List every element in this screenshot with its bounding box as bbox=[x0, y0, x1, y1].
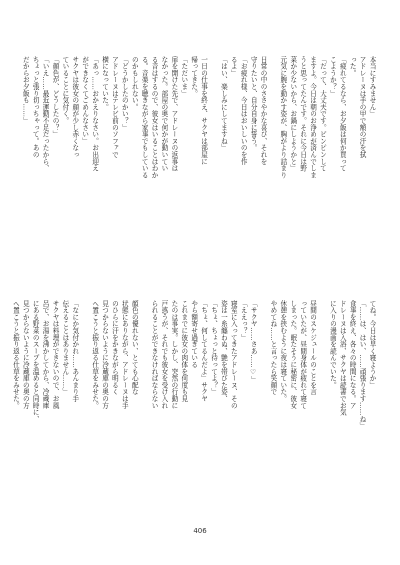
text-line: サクヤは料理ができないので、お風 bbox=[51, 300, 59, 409]
text-line: 帰ってきた。 bbox=[189, 56, 198, 97]
text-line: 「あっ……おかえりなさい。お出迎え bbox=[90, 56, 99, 172]
text-line: 見つからないように冷蔵庫の奥の方 bbox=[100, 300, 109, 409]
text-line: 「……は、はい、……頑張ります……ね」 bbox=[358, 300, 367, 430]
text-line: 食事を終え、各々の時間になる。ア bbox=[348, 300, 357, 409]
text-line: 見つからないように冷蔵庫の奥の方 bbox=[21, 300, 30, 409]
text-line: 顔色の優れない、とても心配な bbox=[130, 300, 139, 396]
text-line: 「はい、楽しみにしてますね」 bbox=[219, 56, 228, 152]
text-line: 戸惑うが、それでも彼女を受け入れ bbox=[159, 300, 168, 409]
text-line bbox=[257, 300, 267, 495]
text-line: 扉を開けた先で、アドレーヌの返事は bbox=[169, 56, 178, 172]
text-line bbox=[267, 56, 277, 224]
text-line bbox=[0, 300, 9, 495]
text-line: 昼間のスケジュールのことを言 bbox=[308, 300, 317, 396]
text-line: これまでに彼女の肉体を何度も見 bbox=[179, 300, 188, 402]
text-line: 「ええっ？」 bbox=[239, 300, 248, 341]
text-line bbox=[208, 56, 218, 224]
text-line: アドレーヌは手の甲で額の汗を拭 bbox=[358, 56, 367, 158]
text-line: ちょっと張り切っちゃって。あの bbox=[31, 56, 40, 158]
text-line: へ置こうと振り返る仕草をみせた。 bbox=[90, 300, 99, 409]
text-line: へ置こうと振り返る仕草をみせた。 bbox=[11, 300, 20, 409]
text-line: 「どうかしたのかい？」 bbox=[120, 56, 129, 131]
text-line: 「サクヤ……さあ……♡」 bbox=[249, 300, 258, 383]
text-line: る。音楽を聴きながら家事でもしている bbox=[140, 56, 149, 179]
text-line: だからお夕飯も……」 bbox=[21, 56, 30, 124]
text-line: のひらに汗をかきながら明るく bbox=[110, 300, 119, 396]
text-line bbox=[138, 300, 148, 495]
text-line: なかった。部屋の奥で何かが動いてい bbox=[159, 56, 168, 172]
text-line bbox=[79, 300, 89, 495]
text-line: 姿は一糸纏わぬ、艶を帯びた姿、 bbox=[219, 300, 228, 402]
text-line: 「疲れてるなら、お夕飯は何か買って bbox=[338, 56, 347, 172]
text-line: 菜か少ないから、お鍋にしようかと」 bbox=[288, 56, 297, 172]
text-line: ドレーヌは入浴、サクヤは読書でお気 bbox=[338, 300, 347, 416]
text-line: 呂で、お湯を沸かしてから、冷蔵庫 bbox=[41, 300, 50, 409]
text-line: ますよ。今日は朝のお浄めが済んでしま bbox=[308, 56, 317, 179]
text-line: 一日の仕事を終え、サクヤは部屋に bbox=[199, 56, 208, 165]
text-line: られることができなければならない bbox=[150, 300, 159, 409]
text-line: てね。今日は早く寝ようか」 bbox=[368, 300, 376, 389]
text-line: 「ただいま」 bbox=[179, 56, 188, 97]
text-line: ていることに気付く。 bbox=[60, 56, 69, 124]
text-line: 横になっていた。 bbox=[100, 56, 109, 111]
text-line: たのは事実。しかし、突然の行動に bbox=[169, 300, 178, 409]
text-line: 休憩を挟むように夜は寝ていた。 bbox=[278, 300, 287, 402]
text-line: った。 bbox=[348, 56, 357, 77]
text-line: しまった。眠たそうに秘密に、彼女 bbox=[288, 300, 297, 409]
text-line: 「お疲れ様、今日はおいしいのを作 bbox=[239, 56, 248, 165]
text-line: 「なにか気付かれ……あんまり手 bbox=[70, 300, 79, 402]
text-line: 守りたいと、自分自身に誓う。 bbox=[249, 56, 258, 152]
text-line: やら額寄せ過ぎている bbox=[189, 300, 198, 368]
text-line: 寝室に入ってきたアドレーヌ、その bbox=[229, 300, 238, 409]
text-line: 「ちょ、ちょっと待ってよ？」 bbox=[209, 300, 218, 396]
text-line: 「いえ……最近運動不足だったから、 bbox=[41, 56, 50, 172]
text-column-block-top bbox=[21, 56, 376, 224]
text-line: るよ」 bbox=[229, 56, 238, 77]
text-line: 日常の中のささやかな喜び、それを bbox=[259, 56, 268, 165]
text-line: に入りの漫画を読んでいた。 bbox=[328, 300, 337, 389]
text-line: っていたが、昼間身体が疲れて寝て bbox=[298, 300, 307, 409]
text-line: やめてね……と言ったら笑顔で bbox=[268, 300, 277, 396]
text-line: こようか？」 bbox=[328, 56, 337, 97]
text-line: アドレーヌはテレビ前のソファで bbox=[110, 56, 119, 158]
text-line: 元気に腕を動かす姿が、胸がより詰まり bbox=[278, 56, 287, 179]
text-line bbox=[317, 300, 327, 495]
text-line: る音はするので、彼女はいることはわか bbox=[150, 56, 159, 179]
text-line: 本当にすみません」 bbox=[368, 56, 376, 118]
text-line: にある野菜のスープを温めると同時に、 bbox=[31, 300, 40, 423]
page-number: 406 bbox=[193, 527, 207, 535]
text-line: サクヤは彼女の顔が少し赤くなっ bbox=[70, 56, 79, 158]
text-line: のかもしれない。 bbox=[130, 56, 139, 111]
text-line: 「顔色が、どうしたの？」 bbox=[51, 56, 59, 138]
text-line: 「ちょ、何してるんだよ」サクヤ bbox=[199, 300, 208, 402]
text-line: 「だって、大丈夫です。ピンピンして bbox=[318, 56, 327, 172]
text-line: うと思ってたんです。それに今日は野 bbox=[298, 56, 307, 172]
text-line: 伝えることはありません……」 bbox=[60, 300, 69, 396]
text-column-block-bottom bbox=[11, 300, 376, 495]
text-line: ができなくてごめんなさい」 bbox=[80, 56, 89, 145]
text-line: 状態にありながら、アドレーヌは手 bbox=[120, 300, 129, 409]
